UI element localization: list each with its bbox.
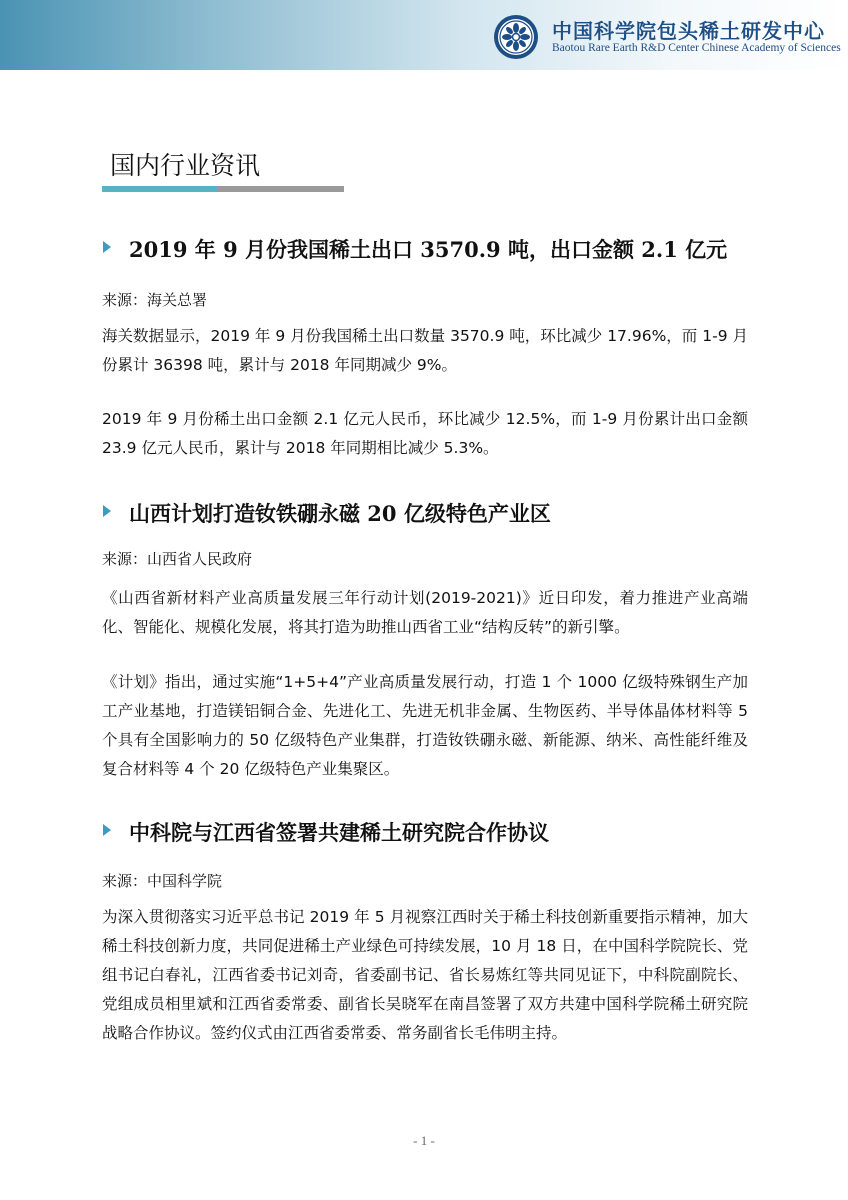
article-source: 来源：中国科学院 xyxy=(102,872,223,890)
article-title: 2019 年 9 月份我国稀土出口 3570.9 吨，出口金额 2.1 亿元 xyxy=(129,237,728,262)
article-source: 来源：海关总署 xyxy=(102,291,208,309)
page-number: - 1 - xyxy=(413,1133,435,1148)
triangle-bullet-icon xyxy=(103,241,111,253)
article-paragraph: 海关数据显示，2019 年 9 月份我国稀土出口数量 3570.9 吨，环比减少 17.96%，而 1-9 月份累计 36398 吨，累计与 2018 年同期减少 9%。 xyxy=(102,327,748,374)
org-name-cn: 中国科学院包头稀土研发中心 xyxy=(552,19,825,43)
triangle-bullet-icon xyxy=(103,505,111,517)
article-heading xyxy=(103,498,551,528)
triangle-bullet-icon xyxy=(103,824,111,836)
article-paragraph: 《山西省新材料产业高质量发展三年行动计划(2019-2021)》近日印发，着力推进产业高端化、智能化、规模化发展，将其打造为助推山西省工业“结构反转”的新引擎。 xyxy=(102,589,748,636)
article-title: 中科院与江西省签署共建稀土研究院合作协议 xyxy=(129,820,549,845)
title-rule-accent xyxy=(102,186,218,192)
cas-emblem-icon xyxy=(493,14,539,60)
article-paragraph: 为深入贯彻落实习近平总书记 2019 年 5 月视察江西时关于稀土科技创新重要指示精神，加大稀土科技创新力度，共同促进稀土产业绿色可持续发展，10 月 18 日，在中国科学院院长、党组书记白春礼，江西省委书记刘奇，省委副书记、省长易炼红等共同见证下，中科院副院长、党组成员相里斌和江西省委常委、副省长吴晓军在南昌签署了双方共建中国科学院稀土研究院战略合作协议。签约仪式由江西省委常委、常务副省长毛伟明主持。 xyxy=(102,908,748,1042)
article-title: 山西计划打造钕铁硼永磁 20 亿级特色产业区 xyxy=(129,501,551,526)
article-paragraph: 2019 年 9 月份稀土出口金额 2.1 亿元人民币，环比减少 12.5%，而 1-9 月份累计出口金额 23.9 亿元人民币，累计与 2018 年同期相比减少 5.3%。 xyxy=(102,410,748,457)
section-title: 国内行业资讯 xyxy=(110,151,261,180)
article-heading xyxy=(103,817,549,847)
article-source: 来源：山西省人民政府 xyxy=(102,550,253,568)
article-paragraph: 《计划》指出，通过实施“1+5+4”产业高质量发展行动，打造 1 个 1000 亿级特殊钢生产加工产业基地，打造镁铝铜合金、先进化工、先进无机非金属、生物医药、半导体晶体材料等 5 个具有全国影响力的 50 亿级特色产业集群，打造钕铁硼永磁、新能源、纳米、高性能纤维及复合材料等 4 个 20 亿级特色产业集聚区。 xyxy=(102,673,748,778)
article-heading xyxy=(103,234,727,264)
title-rule-gray xyxy=(218,186,344,192)
org-name-en: Baotou Rare Earth R&D Center Chinese Academy of Sciences xyxy=(552,42,841,54)
